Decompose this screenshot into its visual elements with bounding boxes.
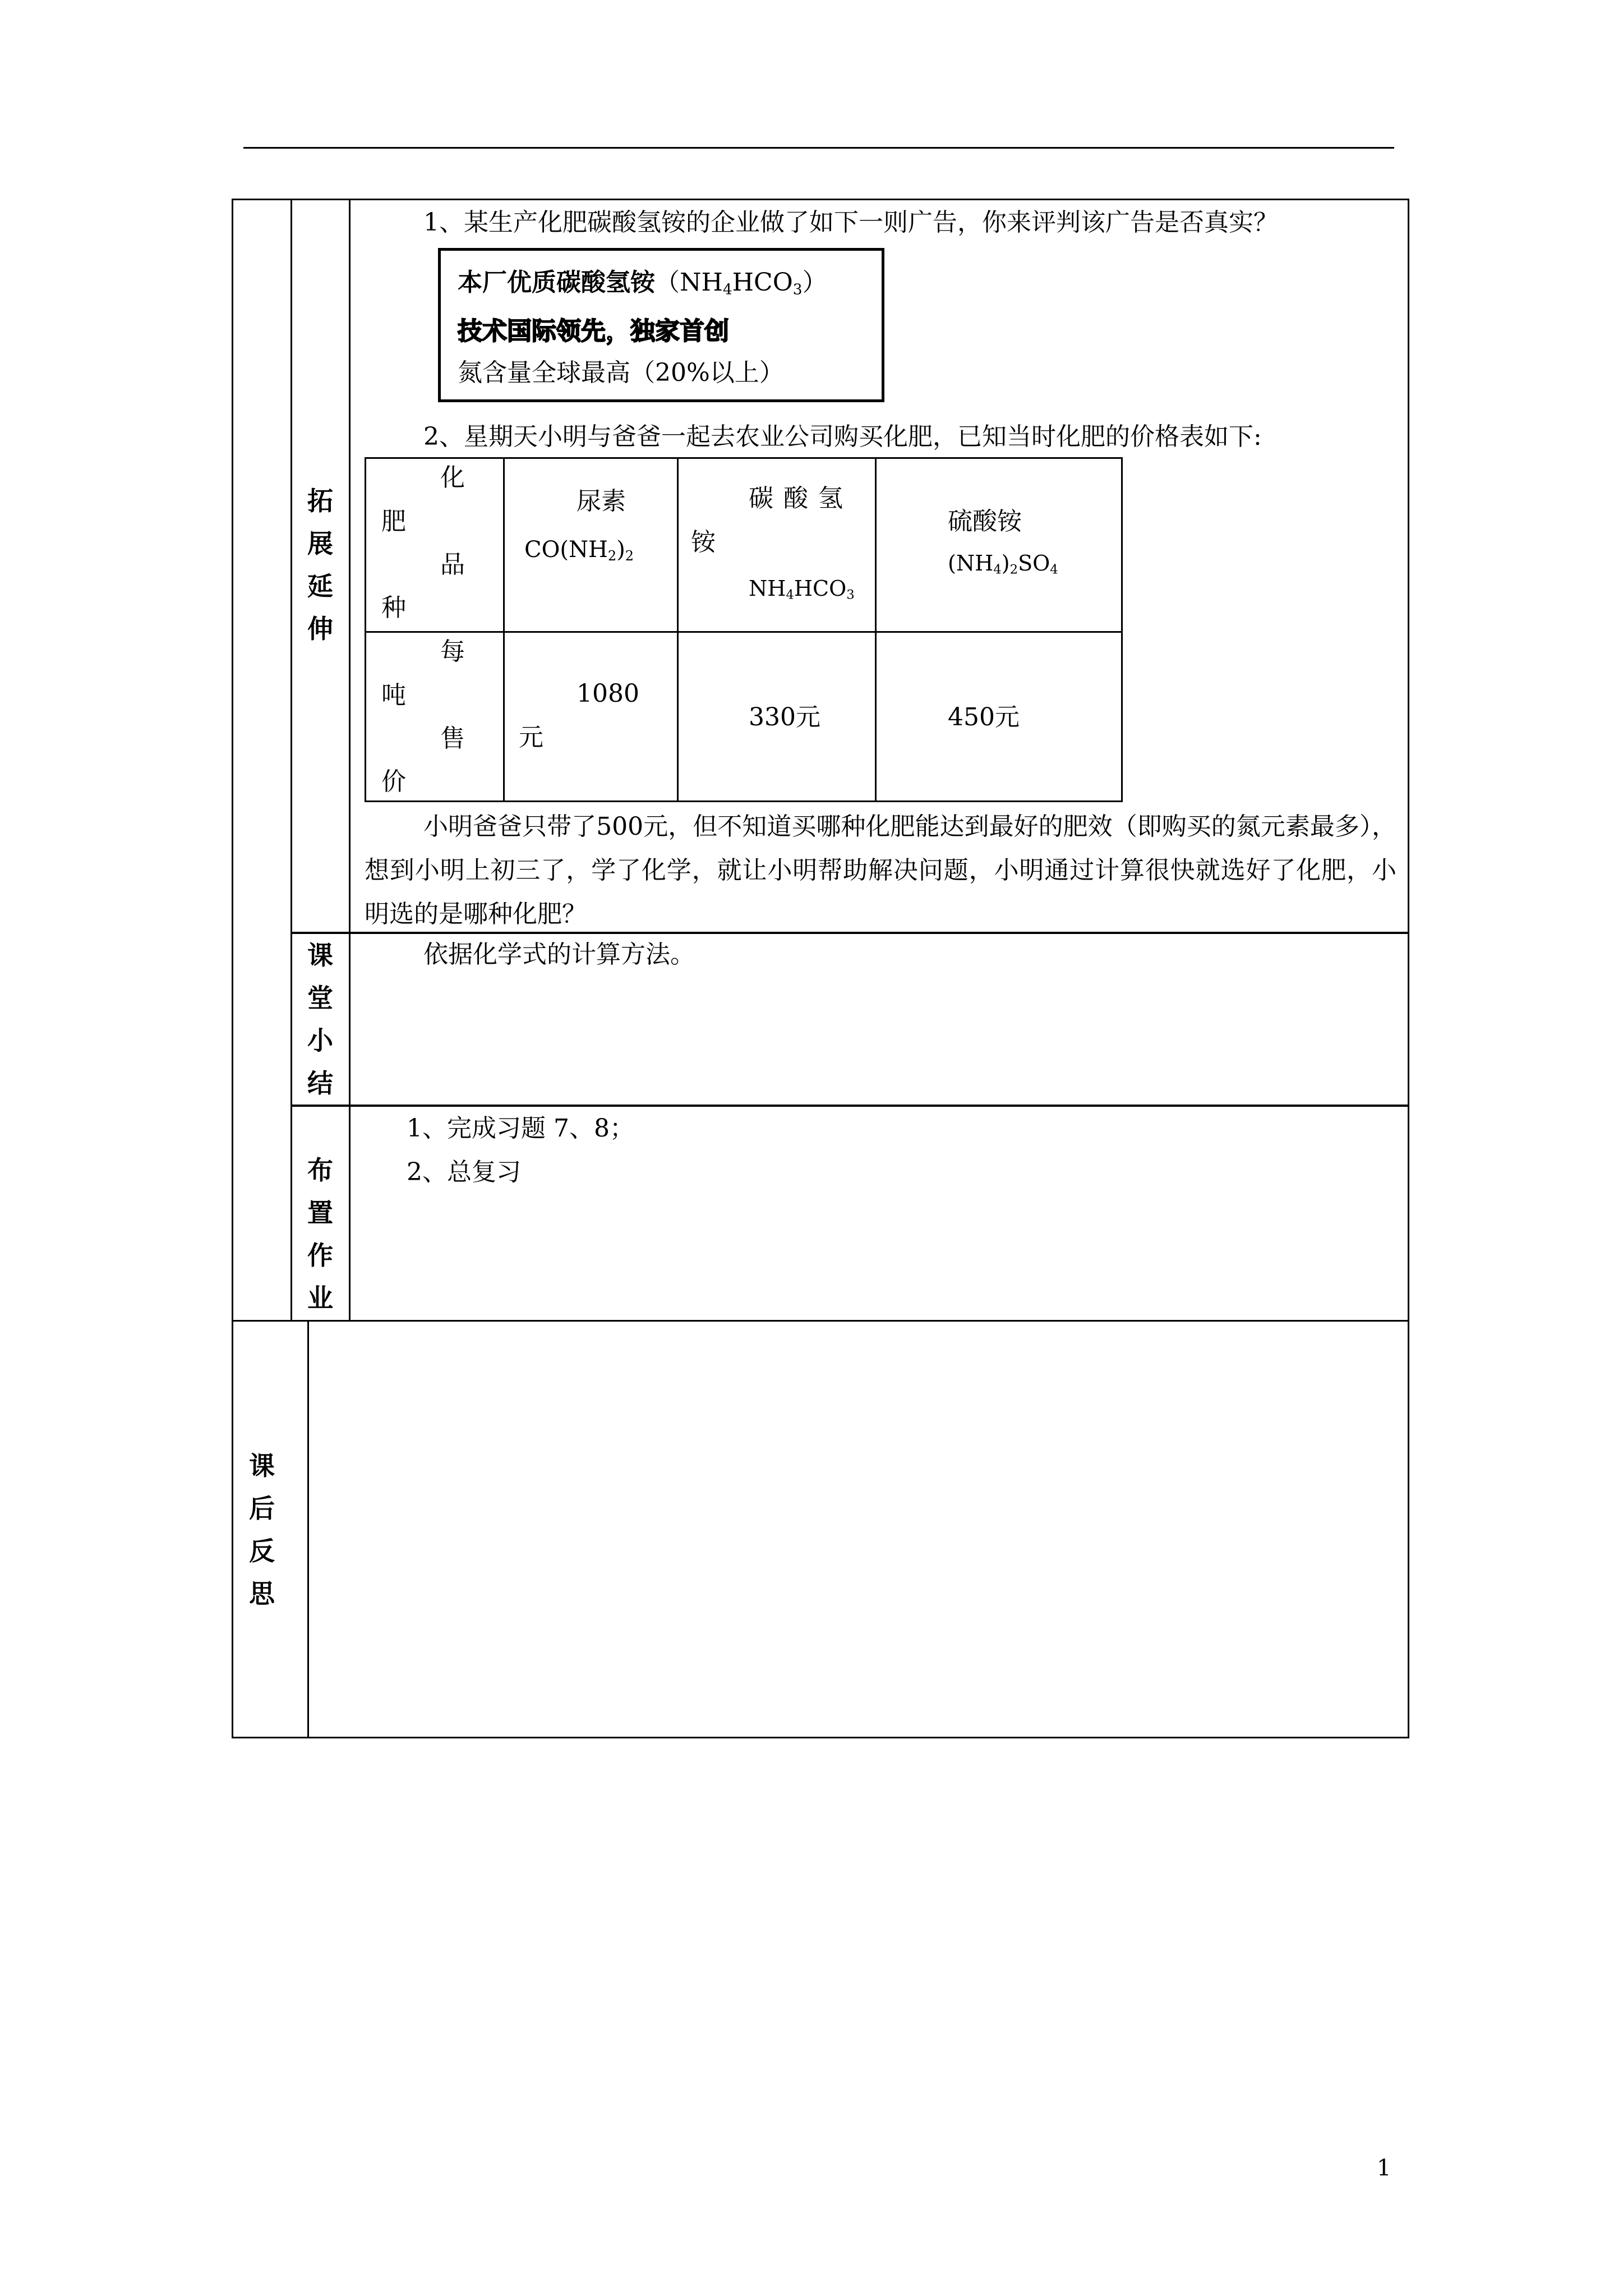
sulfate-formula: $(NH_4)_2SO_4$ <box>948 551 1058 577</box>
section-label-reflection: 课后反思 <box>249 1451 275 1609</box>
advertisement-box <box>438 248 884 402</box>
urea-formula: $CO(NH_2)_2$ <box>524 537 634 564</box>
table-border <box>307 1320 309 1738</box>
section-label-homework: 布置作业 <box>307 1155 333 1313</box>
price-label-char: 每 <box>440 637 465 666</box>
row-divider <box>232 1320 1409 1322</box>
bicarbonate-name: 碳酸氢铵 <box>691 484 853 556</box>
table-border <box>291 199 292 1320</box>
sulfate-price: 450元 <box>948 703 1020 731</box>
price-table-row-line <box>365 631 1123 633</box>
price-label-char: 价 <box>381 767 406 796</box>
header-label-char: 种 <box>381 593 406 622</box>
sulfate-name: 硫酸铵 <box>948 507 1022 536</box>
header-label-char: 化 <box>440 463 465 492</box>
table-border <box>232 199 1409 200</box>
ad-line1: 本厂优质碳酸氢铵 <box>458 268 655 297</box>
price-table-col-line <box>677 457 679 802</box>
urea-price: 1080元 <box>519 679 639 752</box>
bicarbonate-price: 330元 <box>749 703 820 731</box>
question-1: 1、某生产化肥碳酸氢铵的企业做了如下一则广告，你来评判该广告是否真实？ <box>423 208 1278 237</box>
row-divider <box>291 1105 1409 1107</box>
homework-item: 2、总复习 <box>407 1158 521 1186</box>
summary-text: 依据化学式的计算方法。 <box>423 940 695 969</box>
ad-line2: 技术国际领先，独家首创 <box>458 316 729 346</box>
ad-line3: 氮含量全球最高（20%以上） <box>458 358 784 387</box>
price-label-char: 吨 <box>381 681 406 710</box>
page-number: 1 <box>1377 2155 1391 2181</box>
homework-item: 1、完成习题 7、8； <box>407 1114 634 1143</box>
header-label-char: 品 <box>440 550 465 579</box>
header-label-char: 肥 <box>381 507 406 536</box>
table-border <box>232 1737 1409 1738</box>
question-2: 2、星期天小明与爸爸一起去农业公司购买化肥，已知当时化肥的价格表如下: <box>423 422 1262 451</box>
section-label-summary: 课堂小结 <box>307 940 333 1098</box>
price-label-char: 售 <box>440 724 465 753</box>
question-2-text: 小明爸爸只带了500元，但不知道买哪种化肥能达到最好的肥效（即购买的氮元素最多），想到小明上初三了，学了化学，就让小明帮助解决问题，小明通过计算很快就选好了化肥，小明选的是哪种化肥？ <box>365 812 1396 928</box>
table-border <box>349 199 351 1320</box>
ad-formula: $(NH_4HCO_3)$ <box>655 268 827 298</box>
header-rule <box>243 147 1394 149</box>
bicarbonate-formula: $NH_4HCO_3$ <box>749 576 855 602</box>
table-border <box>232 199 233 1738</box>
table-border <box>1408 199 1409 1738</box>
section-label-extension: 拓展延伸 <box>307 486 333 644</box>
price-table-col-line <box>503 457 505 802</box>
urea-name: 尿素 <box>577 487 626 516</box>
price-table-col-line <box>875 457 877 802</box>
